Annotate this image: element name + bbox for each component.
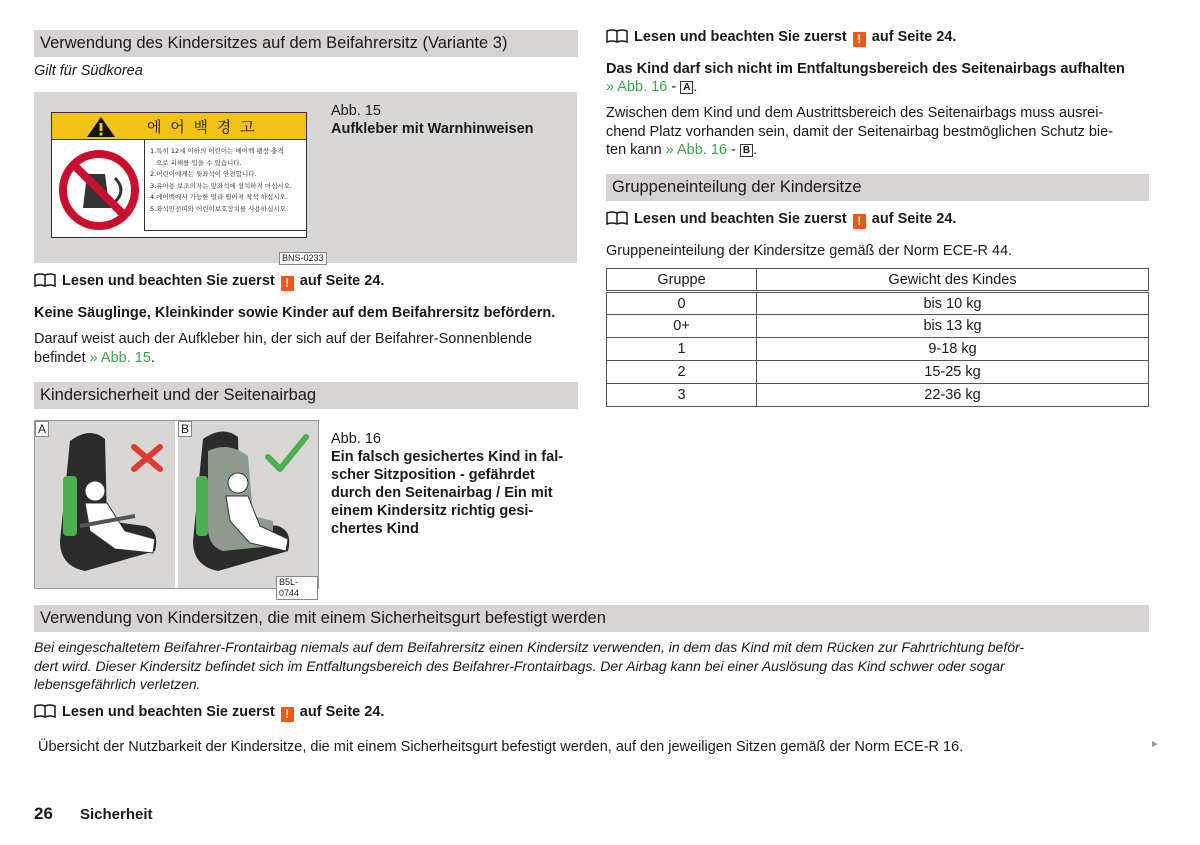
table-cell: 9-18 kg [757,338,1149,361]
ref-end: . [693,79,698,95]
panel-ref-a: A [680,81,693,94]
read-first-suffix[interactable]: auf Seite 24. [871,211,957,227]
body-last: ten kann [606,142,662,158]
read-first-prefix: Lesen und beachten Sie zuerst [62,273,275,289]
check-icon [264,431,310,477]
warning-line: lebensgefährlich verletzen. [34,676,201,692]
section-title-seitenairbag: Kindersicherheit und der Seitenairbag [34,382,578,409]
table-cell: 3 [607,384,757,407]
read-first-suffix[interactable]: auf Seite 24. [299,704,385,720]
read-first-prefix: Lesen und beachten Sie zuerst [634,211,847,227]
body-text [34,330,574,367]
no-child-seat-icon [57,148,141,232]
table-cell: 0 [607,292,757,315]
book-icon [34,273,56,287]
body-line: Zwischen dem Kind und dem Austrittsbereich des Seitenairbags muss ausrei- [606,105,1104,121]
footer-section: Sicherheit [80,806,153,823]
warning-line: dert wird. Dieser Kindersitz befindet sich im Entfaltungsbereich des Beifahrer-Frontairbags. Der Airbag kann bei einer Auslösung das Kind schwer oder sogar [34,657,1005,674]
bold-statement-ref [606,78,697,97]
panel-b-label: B [178,421,192,437]
body-line [606,141,1151,160]
table-cell: 2 [607,361,757,384]
read-first-suffix[interactable]: auf Seite 24. [871,29,957,45]
warning-icon: ! [853,32,866,47]
read-first-prefix: Lesen und beachten Sie zuerst [634,29,847,45]
caption-line: einem Kindersitz richtig gesi- [331,503,534,519]
figure-16-label: Abb. 16 [331,431,381,447]
warning-sticker [51,112,307,238]
book-icon [606,29,628,43]
table-header-row [607,269,1149,292]
panel-ref-b: B [740,144,753,157]
continue-arrow-icon[interactable]: ► [1150,739,1160,750]
cross-icon [130,443,164,473]
read-first-note [34,272,384,291]
warning-icon: ! [281,707,294,722]
ref-sep: - [671,79,677,95]
read-first-note [34,703,384,722]
warning-icon [86,116,116,138]
link-abb16[interactable]: » Abb. 16 [665,142,727,158]
read-first-note [606,28,956,47]
sticker-header [52,113,306,140]
caption-line: durch den Seitenairbag / Ein mit [331,485,553,501]
caption-line: chertes Kind [331,521,419,537]
bold-statement-right: Das Kind darf sich nicht im Entfaltungsbereich des Seitenairbags aufhalten [606,61,1125,77]
section-title-gruppeneinteilung: Gruppeneinteilung der Kindersitze [606,174,1149,201]
book-icon [606,211,628,225]
book-icon [34,704,56,718]
panel-b [178,421,318,598]
figure-16 [34,420,319,598]
warning-text [34,638,1154,694]
table-cell: 15-25 kg [757,361,1149,384]
body-text-right [606,104,1151,160]
table-row [607,338,1149,361]
table-cell: 0+ [607,315,757,338]
sticker-header-text: 에 어 백 경 고 [147,118,257,136]
warning-icon: ! [281,276,294,291]
body-line: chend Platz vorhanden sein, damit der Seitenairbag bestmöglichen Schutz bie- [606,123,1113,140]
link-abb15[interactable]: » Abb. 15 [89,349,151,366]
table-row [607,315,1149,338]
figure-15 [34,92,577,263]
read-first-prefix: Lesen und beachten Sie zuerst [62,704,275,720]
sticker-line: 3.유아용 보조의자는 앞좌석에 설치하지 마십시오. [150,181,293,190]
group-table [606,268,1149,407]
sticker-line: 으로 피해를 입을 수 있습니다. [156,158,242,167]
ref-sep: - [730,142,736,158]
table-cell: 1 [607,338,757,361]
table-cell: 22-36 kg [757,384,1149,407]
ref-end: . [753,142,758,158]
sticker-line: 2.어린이에게는 뒷좌석이 안전합니다. [150,170,257,178]
body-text-main: Darauf weist auch der Aufkleber hin, der sich auf der Beifahrer-Sonnenblende befindet [34,331,533,366]
caption-line: Ein falsch gesichertes Kind in fal- [331,449,564,465]
panel-a-label: A [35,421,49,437]
table-intro: Gruppeneinteilung der Kindersitze gemäß der Norm ECE-R 44. [606,243,1013,259]
table-row [607,361,1149,384]
figure-16-caption [331,448,581,538]
table-row [607,384,1149,407]
table-header: Gruppe [607,269,757,292]
table-header: Gewicht des Kindes [757,269,1149,292]
sticker-line: 1.특히 12세 이하의 어린이는 에어백 팽창·충격 [150,147,284,155]
page-number: 26 [34,804,53,823]
warning-line: Bei eingeschaltetem Beifahrer-Frontairbag niemals auf dem Beifahrersitz einen Kindersitz verwenden, in dem das Kind mit dem Rücken zur Fahrtrichtung beför- [34,639,1025,655]
figure-15-label: Abb. 15 [331,103,381,119]
figure-code: BNS-0233 [279,252,327,265]
read-first-suffix[interactable]: auf Seite 24. [299,273,385,289]
sticker-text-box [144,140,306,231]
section-title-sicherheitsgurt: Verwendung von Kindersitzen, die mit einem Sicherheitsgurt befestigt werden [34,605,1149,632]
sticker-line: 4.에어백에서 가능한 멀리 떨어져 착석 하십시오. [150,193,288,201]
subtitle-korea: Gilt für Südkorea [34,63,143,79]
overview-text: Übersicht der Nutzbarkeit der Kindersitze, die mit einem Sicherheitsgurt befestigt werden, auf den jeweiligen Sitzen gemäß der Norm ECE-R 16. [38,739,964,755]
table-cell: bis 10 kg [757,292,1149,315]
section-title-variante3: Verwendung des Kindersitzes auf dem Beifahrersitz (Variante 3) [34,30,578,57]
body-end: . [150,349,155,366]
bold-statement: Keine Säuglinge, Kleinkinder sowie Kinder auf dem Beifahrersitz befördern. [34,305,556,321]
table-cell: bis 13 kg [757,315,1149,338]
sticker-line: 5.좌석안전띠와 어린이보호장치를 사용하십시오. [150,204,288,213]
read-first-note [606,210,956,229]
figure-15-caption: Aufkleber mit Warnhinweisen [331,121,534,137]
panel-a [35,421,176,588]
caption-line: scher Sitzposition - gefährdet [331,467,535,483]
figure-code: B5L-0744 [276,576,318,600]
warning-icon: ! [853,214,866,229]
table-row [607,292,1149,315]
link-abb16[interactable]: » Abb. 16 [606,79,668,95]
